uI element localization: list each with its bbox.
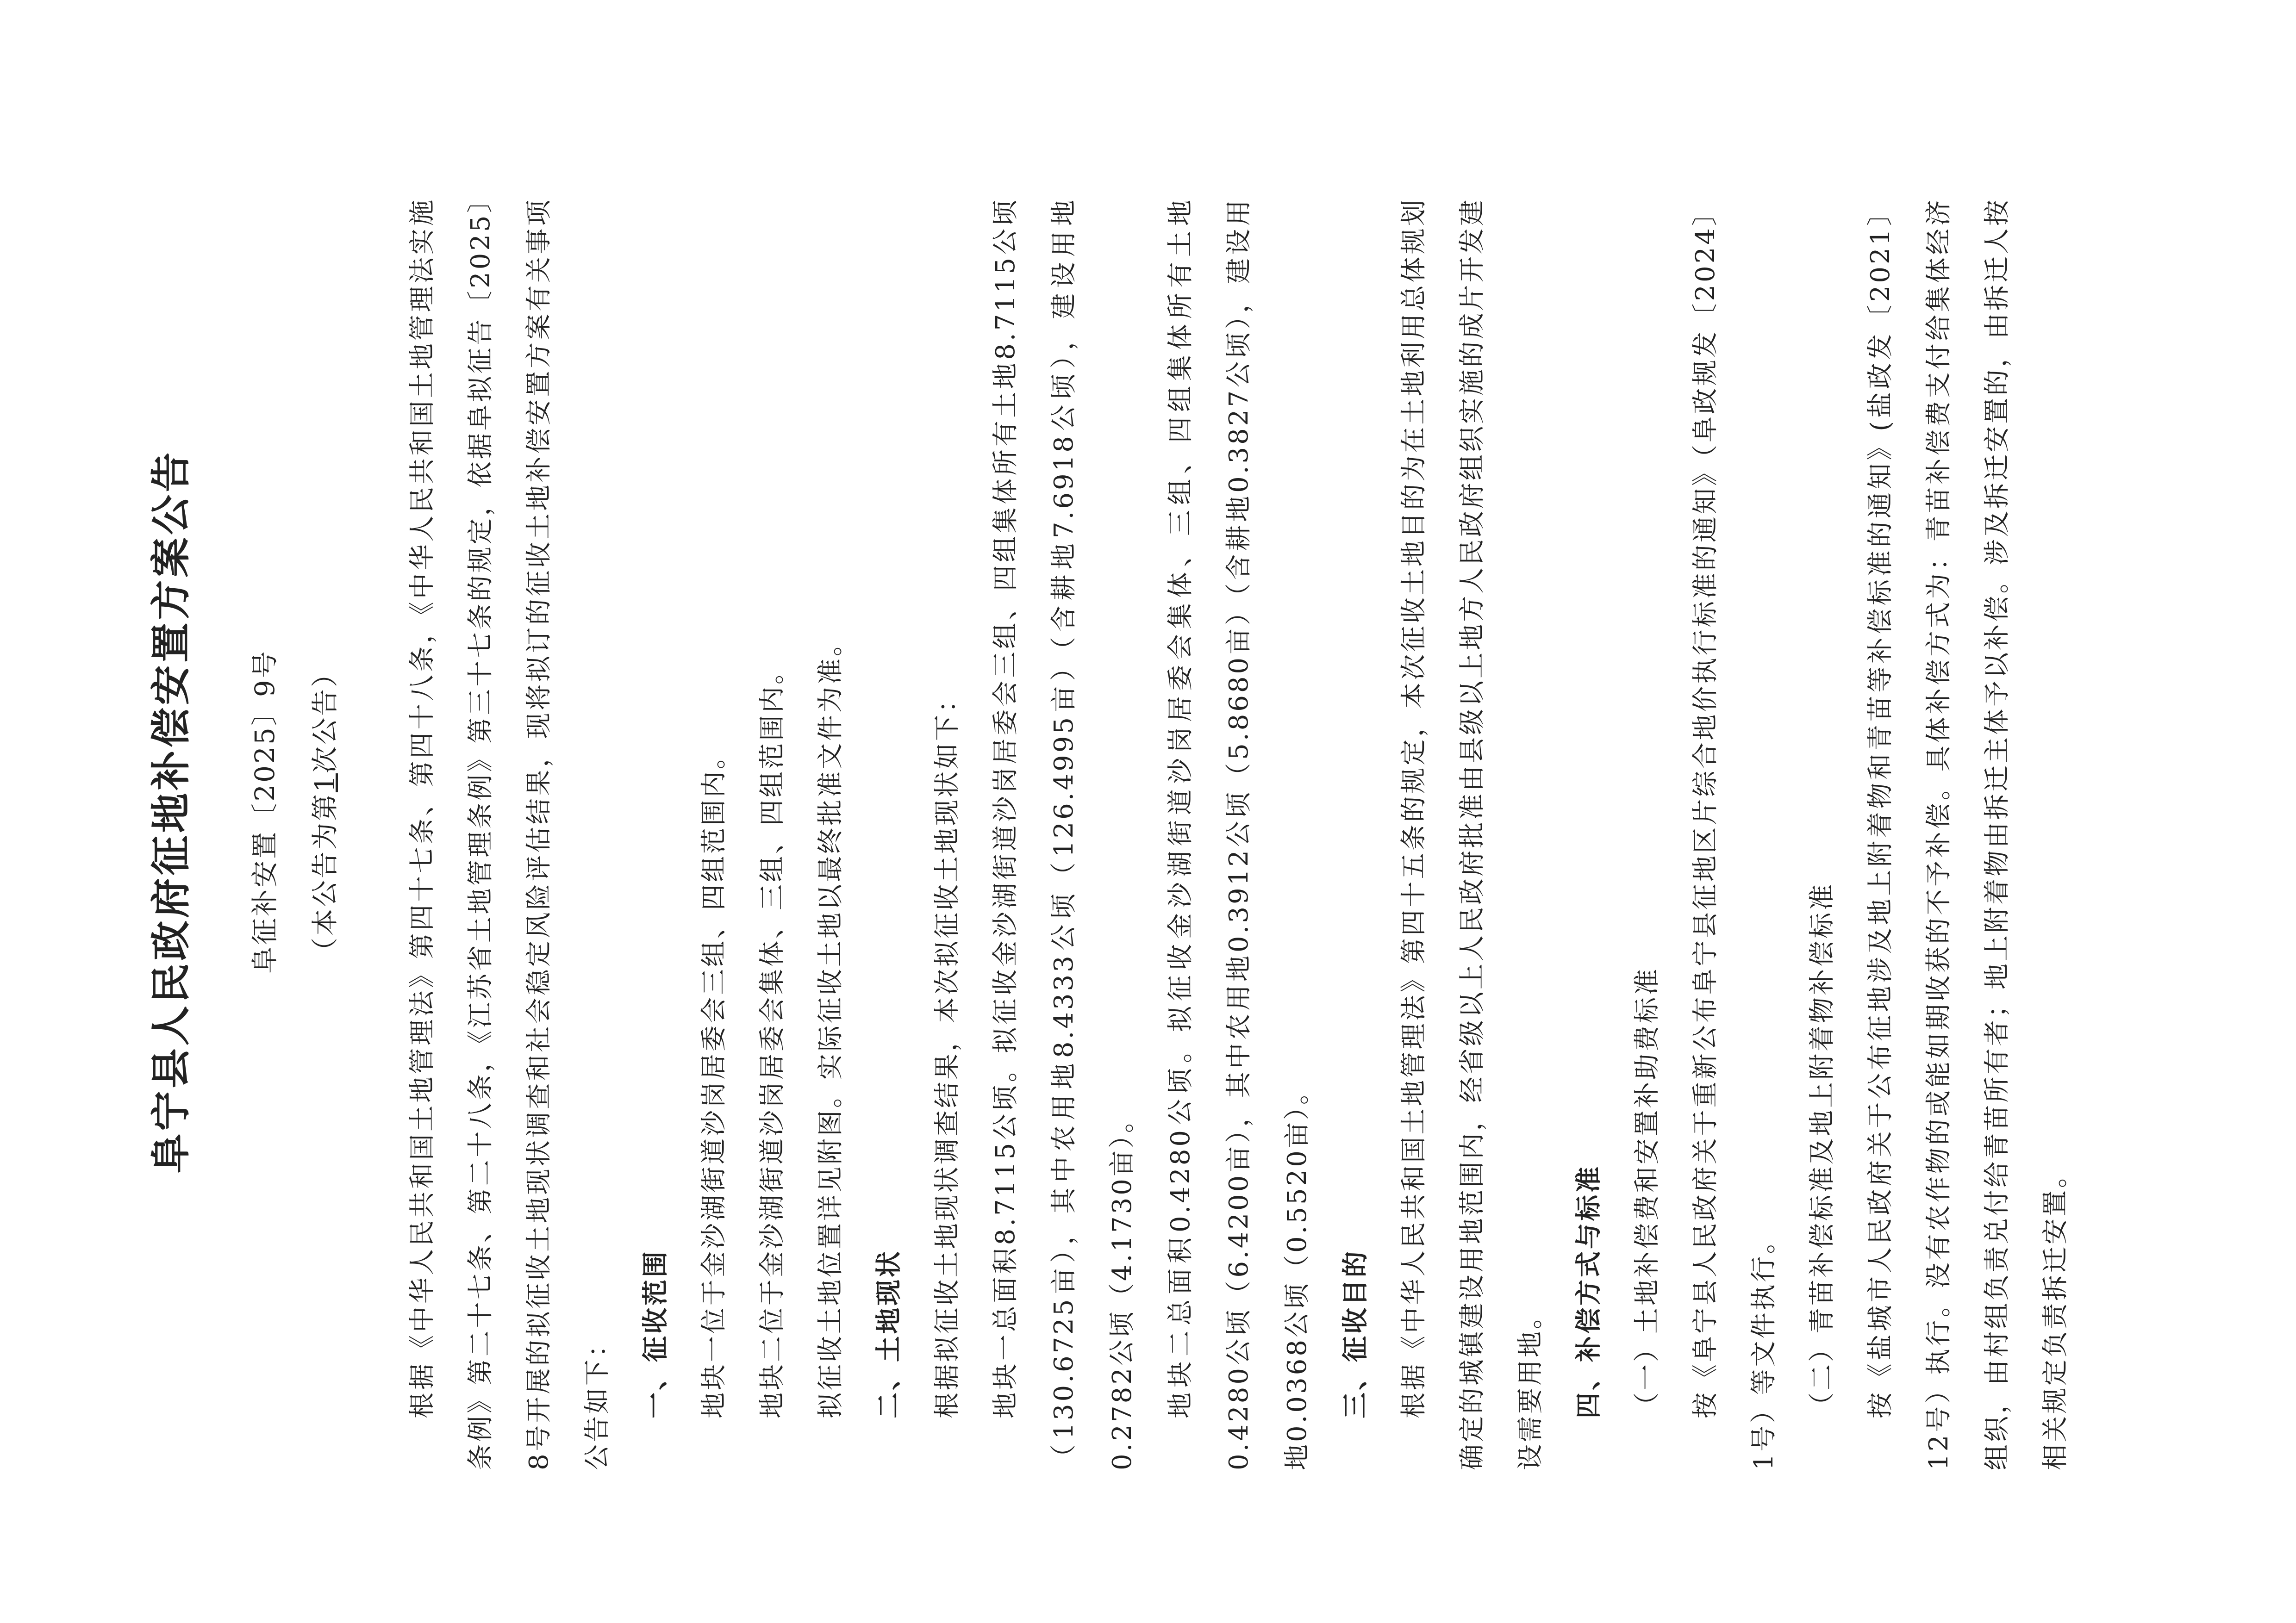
section-1-line: 地块一位于金沙湖街道沙岗居委会三组、四组范围内。 (699, 741, 729, 1418)
notice-suffix: 次公告） (309, 659, 341, 774)
section-3-line: 根据《中华人民共和国土地管理法》第四十五条的规定，本次征收土地目的为在土地利用总体规划确定的城镇建设用地范围内，经省级以上人民政府批准由县级以上地方人民政府组织实施的成片开发建设需要用地。 (1399, 198, 1546, 1470)
section-4-heading: 四、补偿方式与标准 (1574, 1164, 1604, 1418)
page-title: 阜宁县人民政府征地补偿安置方案公告 (148, 449, 194, 1174)
section-4-sub2-heading: （二）青苗补偿标准及地上附着物补偿标准 (1807, 882, 1837, 1418)
section-1-heading: 一、征收范围 (641, 1249, 671, 1418)
notice-count (303, 0, 342, 1623)
section-4-sub2-text: 按《盐城市人民政府关于公布征地涉及地上附着物和青苗等补偿标准的通知》(盐政发〔2021〕12号）执行。没有农作物的或能如期收获的不予补偿。具体补偿方式为：青苗补偿费支付给集体经济组织，由村组负责兑付给青苗所有者；地上附着物由拆迁主体予以补偿。涉及拆迁安置的，由拆迁人按相关规定负责拆迁安置。 (1866, 198, 2071, 1470)
section-2-line: 地块二总面积0.4280公顷。拟征收金沙湖街道沙岗居委会集体、三组、四组集体所有土地0.4280公顷（6.4200亩），其中农用地0.3912公顷（5.8680亩）（含耕地0.3827公顷），建设用地0.0368公顷（0.5520亩）。 (1166, 198, 1312, 1470)
notice-prefix: （本公告为第 (309, 792, 341, 964)
document-body (393, 198, 2085, 1470)
section-3-heading: 三、征收目的 (1341, 1249, 1371, 1418)
section-4-sub1-text: 按《阜宁县人民政府关于重新公布阜宁县征地区片综合地价执行标准的通知》（阜政规发〔2024〕1号）等文件执行。 (1691, 198, 1779, 1470)
section-2-line: 根据拟征收土地现状调查结果，本次拟征收土地现状如下： (932, 684, 962, 1418)
section-2-line: 地块一总面积8.7115公顷。拟征收金沙湖街道沙岗居委会三组、四组集体所有土地8.7115公顷（130.6725亩），其中农用地8.4333公顷（126.4995亩）（含耕地7.6918公顷），建设用地0.2782公顷（4.1730亩）。 (991, 198, 1137, 1470)
section-1-line: 拟征收土地位置详见附图。实际征收土地以最终批准文件为准。 (816, 628, 846, 1418)
section-4-sub1-heading: （一）土地补偿费和安置补助费标准 (1632, 967, 1662, 1418)
section-2-heading: 二、土地现状 (874, 1249, 904, 1418)
document-number: 阜征补安置〔2025〕9号 (249, 649, 281, 974)
notice-number: 1 (309, 773, 341, 792)
intro-paragraph: 根据《中华人民共和国土地管理法》第四十七条、第四十八条，《中华人民共和国土地管理法实施条例》第二十七条、第二十八条，《江苏省土地管理条例》第三十七条的规定，依据阜拟征告〔2025〕8号开展的拟征收土地现状调查和社会稳定风险评估结果，现将拟订的征收土地补偿安置方案有关事项公告如下： (407, 198, 612, 1470)
section-1-line: 地块二位于金沙湖街道沙岗居委会集体、三组、四组范围内。 (757, 656, 787, 1418)
